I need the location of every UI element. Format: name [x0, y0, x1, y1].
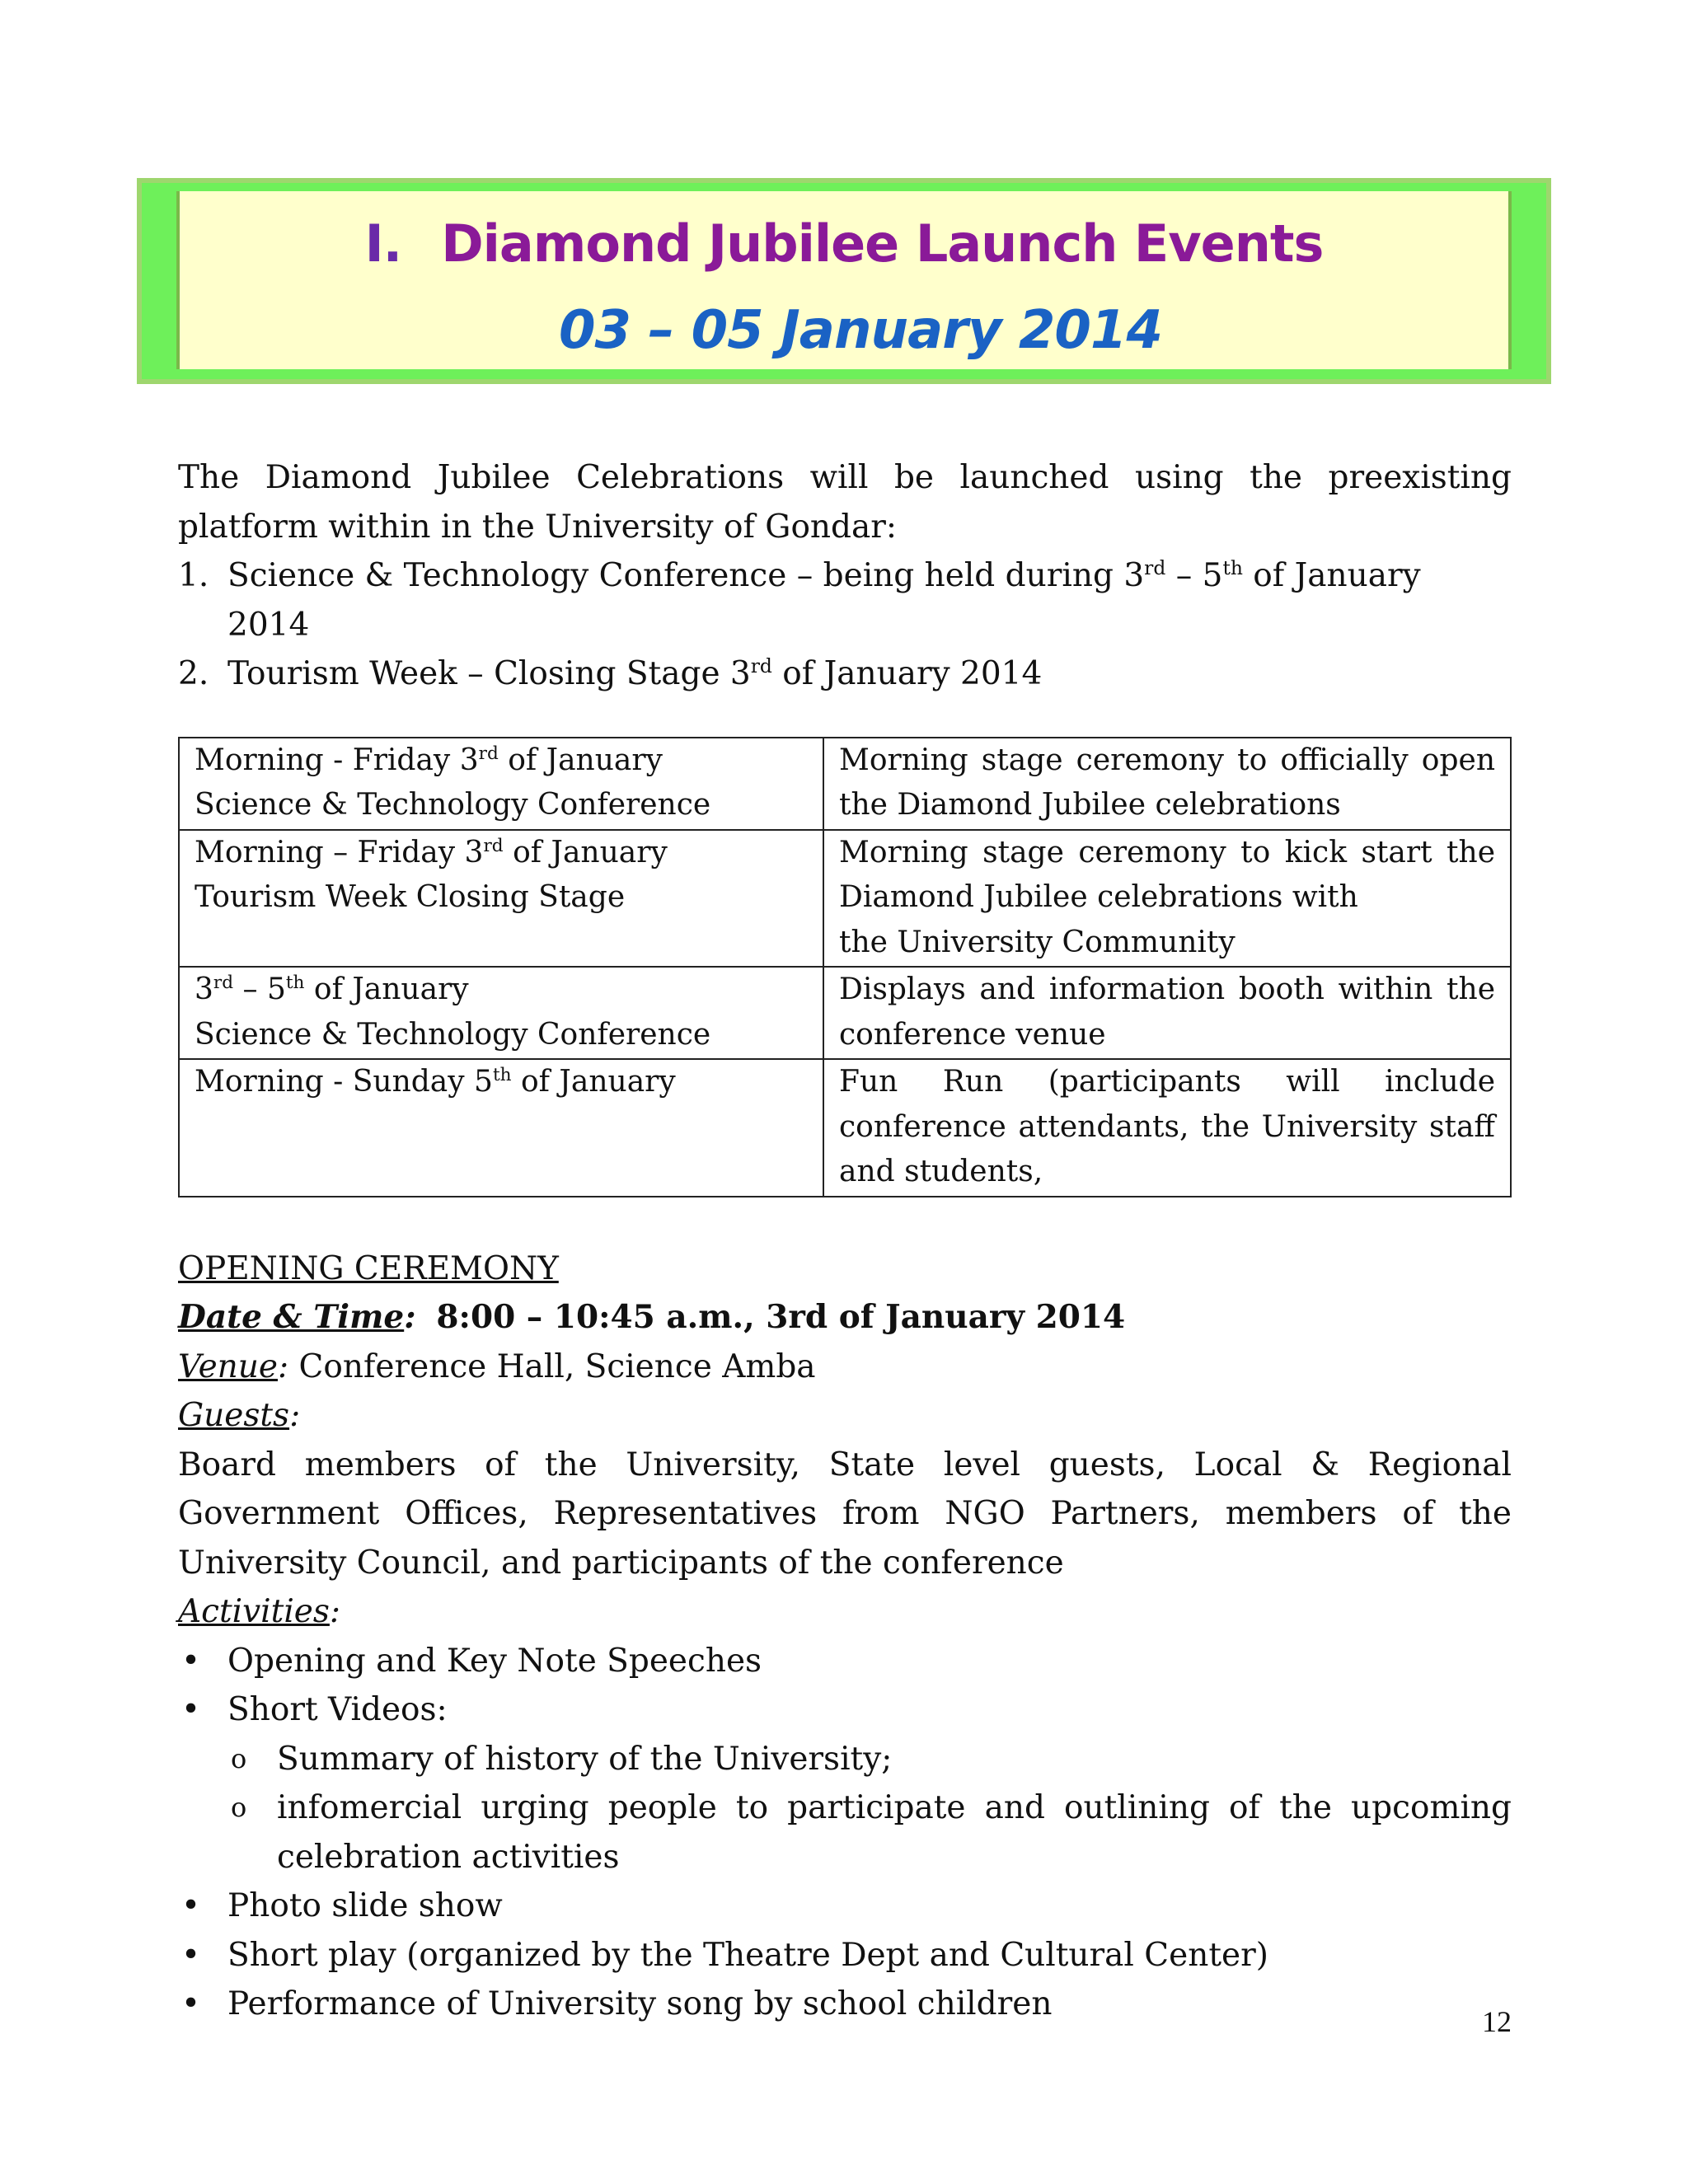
bullet-icon: • [181, 1887, 201, 1924]
table-row [179, 967, 1511, 1059]
table-row [179, 1059, 1511, 1197]
page-content [178, 453, 1512, 2029]
platform-list [178, 551, 1512, 699]
bullet-icon: • [181, 1691, 201, 1728]
bullet-icon: • [181, 1642, 201, 1680]
guests-label: Guests: [178, 1397, 301, 1434]
list-item: • Short Videos: o Summary of history of the University; o infomercial urging people to participate and outlining of the upcoming celebration activities [178, 1685, 1512, 1882]
list-item: • Performance of University song by school children [178, 1980, 1512, 2029]
table-cell-when: Morning – Friday 3rd of January Tourism Week Closing Stage [179, 830, 823, 968]
table-cell-what: Displays and information booth within the conference venue [823, 967, 1511, 1059]
table-row [179, 830, 1511, 968]
title-banner [137, 178, 1551, 384]
table-cell-what: Morning stage ceremony to officially open the Diamond Jubilee celebrations [823, 738, 1511, 830]
activities-label: Activities: [178, 1593, 341, 1630]
list-item: • Opening and Key Note Speeches [178, 1637, 1512, 1686]
date-time-line: Date & Time: 8:00 – 10:45 a.m., 3rd of January 2014 [178, 1298, 1126, 1336]
table-row [179, 738, 1511, 830]
list-item: 1. Science & Technology Conference – being held during 3rd – 5th of January 2014 [178, 555, 1421, 644]
bullet-icon: • [181, 1936, 201, 1974]
list-item: • Short play (organized by the Theatre Dept and Cultural Center) [178, 1931, 1512, 1980]
video-sublist [227, 1735, 1512, 1882]
table-cell-what: Morning stage ceremony to kick start the Diamond Jubilee celebrations with the University Community [823, 830, 1511, 968]
intro-paragraph: The Diamond Jubilee Celebrations will be launched using the preexisting platform within in the University of Gondar: [178, 459, 1512, 546]
table-cell-when: Morning - Sunday 5th of January [179, 1059, 823, 1197]
events-table [178, 737, 1512, 1197]
section-title [180, 191, 1508, 285]
title-banner-inner [176, 191, 1512, 369]
opening-ceremony-heading: OPENING CEREMONY [178, 1249, 559, 1287]
bullet-icon: • [181, 1985, 201, 2022]
event-dates: 03 – 05 January 2014 [559, 300, 1162, 361]
section-number: I. [364, 213, 402, 274]
list-item: • Photo slide show [178, 1882, 1512, 1931]
list-item: o Summary of history of the University; [227, 1735, 1512, 1784]
guests-text: Board members of the University, State level guests, Local & Regional Government Offices, Representatives from NGO Partners, members of the University Council, and participants of the conference [178, 1446, 1512, 1582]
table-cell-when: 3rd – 5th of January Science & Technology Conference [179, 967, 823, 1059]
activities-list [178, 1637, 1512, 2029]
page-number: 12 [1482, 2005, 1512, 2038]
list-item: 2. Tourism Week – Closing Stage 3rd of January 2014 [178, 654, 1043, 692]
section-title-text: Diamond Jubilee Launch Events [441, 213, 1324, 274]
circle-bullet-icon: o [231, 1742, 247, 1774]
circle-bullet-icon: o [231, 1792, 247, 1823]
table-cell-what: Fun Run (participants will include conference attendants, the University staff and students, [823, 1059, 1511, 1197]
table-cell-when: Morning - Friday 3rd of January Science & Technology Conference [179, 738, 823, 830]
venue-line: Venue: Conference Hall, Science Amba [178, 1347, 816, 1385]
list-item: o infomercial urging people to participate and outlining of the upcoming celebration activities [227, 1783, 1512, 1882]
